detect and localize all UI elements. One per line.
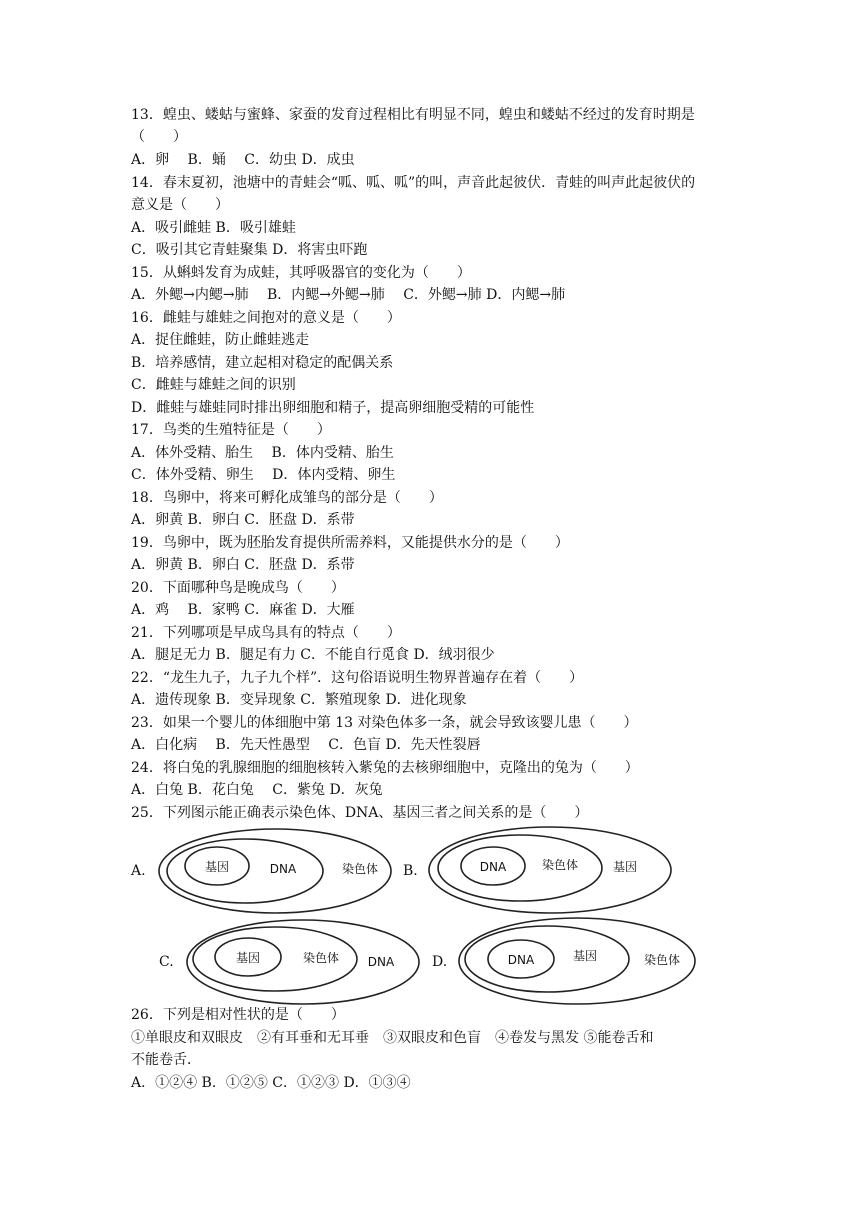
outer-label: 染色体 xyxy=(341,862,379,876)
text-line: A．白兔 B．花白兔 C．紫兔 D．灰兔 xyxy=(131,782,383,798)
text-line: A．捉住雌蛙，防止雌蛙逃走 xyxy=(131,332,310,348)
text-line: A．①②④ B．①②⑤ C．①②③ D．①③④ xyxy=(131,1075,411,1091)
nested-ellipse-diagram-a xyxy=(155,826,395,916)
text-line: A．外鳃→内鳃→肺 B．内鳃→外鳃→肺 C．外鳃→肺 D．内鳃→肺 xyxy=(131,287,566,303)
text-line: C．体外受精、卵生 D．体内受精、卵生 xyxy=(131,467,396,483)
nested-ellipse-diagram-c xyxy=(183,917,423,1007)
text-line: 18．鸟卵中，将来可孵化成雏鸟的部分是（ ） xyxy=(131,490,443,506)
figure-label: D. xyxy=(432,954,448,970)
nested-ellipse-diagram-b xyxy=(425,824,675,916)
text-line: B．培养感情，建立起相对稳定的配偶关系 xyxy=(131,355,394,371)
text-line: 26．下列是相对性状的是（ ） xyxy=(131,1007,345,1023)
middle-ellipse xyxy=(465,926,629,992)
text-line: 14．春末夏初，池塘中的青蛙会“呱、呱、呱”的叫，声音此起彼伏．青蛙的叫声此起彼伏的 xyxy=(131,175,696,191)
nested-ellipse-diagram-d xyxy=(455,915,700,1007)
middle-label: DNA xyxy=(269,862,297,876)
text-line: C．雌蛙与雄蛙之间的识别 xyxy=(131,377,296,393)
text-line: A．吸引雌蛙 B．吸引雄蛙 xyxy=(131,220,296,236)
text-line: 25．下列图示能正确表示染色体、DNA、基因三者之间关系的是（ ） xyxy=(131,805,589,821)
middle-label: 基因 xyxy=(572,949,598,963)
figure-label: B. xyxy=(403,863,418,879)
text-line: C．吸引其它青蛙聚集 D．将害虫吓跑 xyxy=(131,242,368,258)
outer-label: 基因 xyxy=(612,860,638,874)
text-line: 15．从蝌蚪发育为成蛙，其呼吸器官的变化为（ ） xyxy=(131,265,471,281)
text-line: D．雌蛙与雄蛙同时排出卵细胞和精子，提高卵细胞受精的可能性 xyxy=(131,400,535,416)
text-line: 17．鸟类的生殖特征是（ ） xyxy=(131,422,331,438)
text-line: 意义是（ ） xyxy=(131,197,229,213)
text-line: 16．雌蛙与雄蛙之间抱对的意义是（ ） xyxy=(131,310,401,326)
text-line: ①单眼皮和双眼皮 ②有耳垂和无耳垂 ③双眼皮和色盲 ④卷发与黑发 ⑤能卷舌和 xyxy=(131,1030,654,1046)
figure-label: A. xyxy=(131,863,146,879)
inner-label: 基因 xyxy=(204,860,230,874)
text-line: A．卵黄 B．卵白 C．胚盘 D．系带 xyxy=(131,512,355,528)
text-line: A．白化病 B．先天性愚型 C．色盲 D．先天性裂唇 xyxy=(131,737,481,753)
text-line: （ ） xyxy=(131,129,187,145)
middle-ellipse xyxy=(167,839,323,903)
text-line: 23．如果一个婴儿的体细胞中第 13 对染色体多一条，就会导致该婴儿患（ ） xyxy=(131,715,638,731)
inner-label: DNA xyxy=(479,860,507,874)
outer-label: DNA xyxy=(367,955,395,969)
text-line: A．鸡 B．家鸭 C．麻雀 D．大雁 xyxy=(131,602,355,618)
figure-label: C. xyxy=(159,954,174,970)
text-line: 21．下列哪项是早成鸟具有的特点（ ） xyxy=(131,625,401,641)
text-line: 24．将白兔的乳腺细胞的细胞核转入紫兔的去核卵细胞中，克隆出的兔为（ ） xyxy=(131,760,639,776)
text-line: 22．“龙生九子，九子九个样”．这句俗语说明生物界普遍存在着（ ） xyxy=(131,670,584,686)
middle-label: 染色体 xyxy=(302,951,340,965)
text-line: A．遗传现象 B．变异现象 C．繁殖现象 D．进化现象 xyxy=(131,692,467,708)
text-line: A．腿足无力 B．腿足有力 C．不能自行觅食 D．绒羽很少 xyxy=(131,647,495,663)
outer-label: 染色体 xyxy=(643,953,681,967)
text-line: A．体外受精、胎生 B．体内受精、胎生 xyxy=(131,445,394,461)
text-line: A．卵黄 B．卵白 C．胚盘 D．系带 xyxy=(131,557,355,573)
middle-label: 染色体 xyxy=(541,858,579,872)
text-line: A．卵 B．蛹 C．幼虫 D．成虫 xyxy=(131,152,355,168)
text-line: 13．蝗虫、蝼蛄与蜜蜂、家蚕的发育过程相比有明显不同，蝗虫和蝼蛄不经过的发育时期是 xyxy=(131,107,695,123)
text-line: 19．鸟卵中，既为胚胎发育提供所需养料，又能提供水分的是（ ） xyxy=(131,535,569,551)
inner-label: 基因 xyxy=(235,951,261,965)
text-line: 不能卷舌． xyxy=(131,1052,201,1068)
text-line: 20．下面哪种鸟是晚成鸟（ ） xyxy=(131,580,345,596)
inner-label: DNA xyxy=(507,953,535,967)
